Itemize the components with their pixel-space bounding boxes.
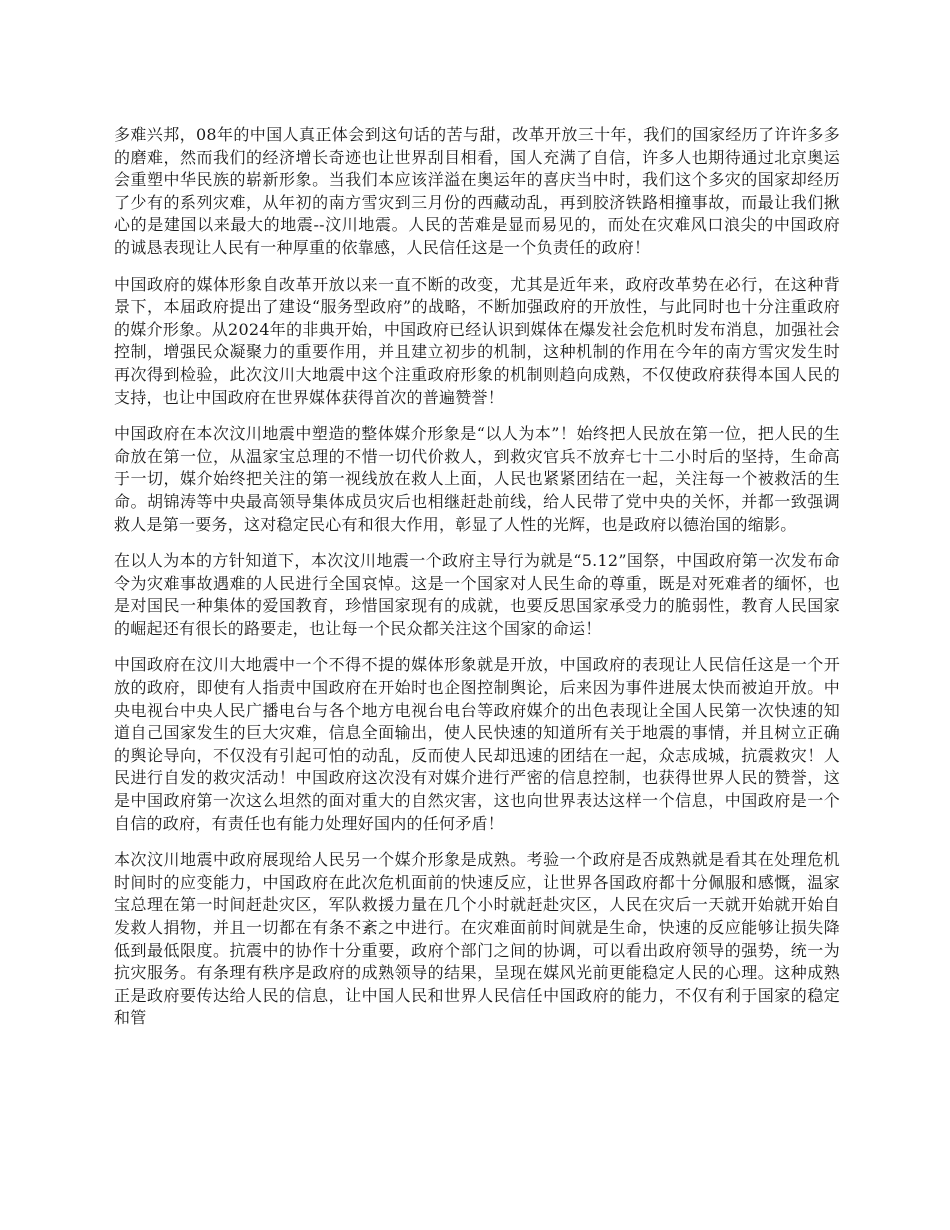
paragraph-1: 多难兴邦，08年的中国人真正体会到这句话的苦与甜，改革开放三十年，我们的国家经历了许许多多的磨难，然而我们的经济增长奇迹也让世界刮目相看，国人充满了自信，许多人也期待通过北京奥运会重塑中华民族的崭新形象。当我们本应该洋溢在奥运年的喜庆当中时，我们这个多灾的国家却经历了少有的系列灾难，从年初的南方雪灾到三月份的西藏动乱，再到胶济铁路相撞事故，而最让我们揪心的是建国以来最大的地震--汶川地震。人民的苦难是显而易见的，而处在灾难风口浪尖的中国政府的诚恳表现让人民有一种厚重的依靠感，人民信任这是一个负责任的政府！ [114, 125, 840, 257]
document-body [114, 124, 840, 1044]
paragraph-6: 本次汶川地震中政府展现给人民另一个媒介形象是成熟。考验一个政府是否成熟就是看其在处理危机时间时的应变能力，中国政府在此次危机面前的快速反应，让世界各国政府都十分佩服和感慨，温家宝总理在第一时间赶赴灾区，军队救援力量在几个小时就赶赴灾区，人民在灾后一天就开始就开始自发救人捐物，并且一切都在有条不紊之中进行。在灾难面前时间就是生命，快速的反应能够让损失降低到最低限度。抗震中的协作十分重要，政府个部门之间的协调，可以看出政府领导的强势，统一为抗灾服务。有条理有秩序是政府的成熟领导的结果，呈现在媒风光前更能稳定人民的心理。这种成熟正是政府要传达给人民的信息，让中国人民和世界人民信任中国政府的能力，不仅有利于国家的稳定和管 [114, 850, 840, 1028]
paragraph-4: 在以人为本的方针知道下，本次汶川地震一个政府主导行为就是“5.12”国祭，中国政府第一次发布命令为灾难事故遇难的人民进行全国哀悼。这是一个国家对人民生命的尊重，既是对死难者的缅怀，也是对国民一种集体的爱国教育，珍惜国家现有的成就，也要反思国家承受力的脆弱性，教育人民国家的崛起还有很长的路要走，也让每一个民众都关注这个国家的命运！ [114, 551, 840, 638]
paragraph-2: 中国政府的媒体形象自改革开放以来一直不断的改变，尤其是近年来，政府改革势在必行，在这种背景下，本届政府提出了建设“服务型政府”的战略，不断加强政府的开放性，与此同时也十分注重政府的媒介形象。从2024年的非典开始，中国政府已经认识到媒体在爆发社会危机时发布消息，加强社会控制，增强民众凝聚力的重要作用，并且建立初步的机制，这种机制的作用在今年的南方雪灾发生时再次得到检验，此次汶川大地震中这个注重政府形象的机制则趋向成熟，不仅使政府获得本国人民的支持，也让中国政府在世界媒体获得首次的普遍赞誉！ [114, 274, 840, 407]
paragraph-3: 中国政府在本次汶川地震中塑造的整体媒介形象是“以人为本”！始终把人民放在第一位，把人民的生命放在第一位，从温家宝总理的不惜一切代价救人，到救灾官兵不放弃七十二小时后的坚持，生命高于一切，媒介始终把关注的第一视线放在救人上面，人民也紧紧团结在一起，关注每一个被救活的生命。胡锦涛等中央最高领导集体成员灾后也相继赶赴前线，给人民带了党中央的关怀，并都一致强调救人是第一要务，这对稳定民心有和很大作用，彰显了人性的光辉，也是政府以德治国的缩影。 [114, 424, 840, 534]
paragraph-5: 中国政府在汶川大地震中一个不得不提的媒体形象就是开放，中国政府的表现让人民信任这是一个开放的政府，即使有人指责中国政府在开始时也企图控制舆论，后来因为事件进展太快而被迫开放。中央电视台中央人民广播电台与各个地方电视台电台等政府媒介的出色表现让全国人民第一次快速的知道自己国家发生的巨大灾难，信息全面输出，使人民快速的知道所有关于地震的事情，并且树立正确的舆论导向，不仅没有引起可怕的动乱，反而使人民却迅速的团结在一起，众志成城，抗震救灾！人民进行自发的救灾活动！中国政府这次没有对媒介进行严密的信息控制，也获得世界人民的赞誉，这是中国政府第一次这么坦然的面对重大的自然灾害，这也向世界表达这样一个信息，中国政府是一个自信的政府，有责任也有能力处理好国内的任何矛盾！ [114, 655, 840, 833]
